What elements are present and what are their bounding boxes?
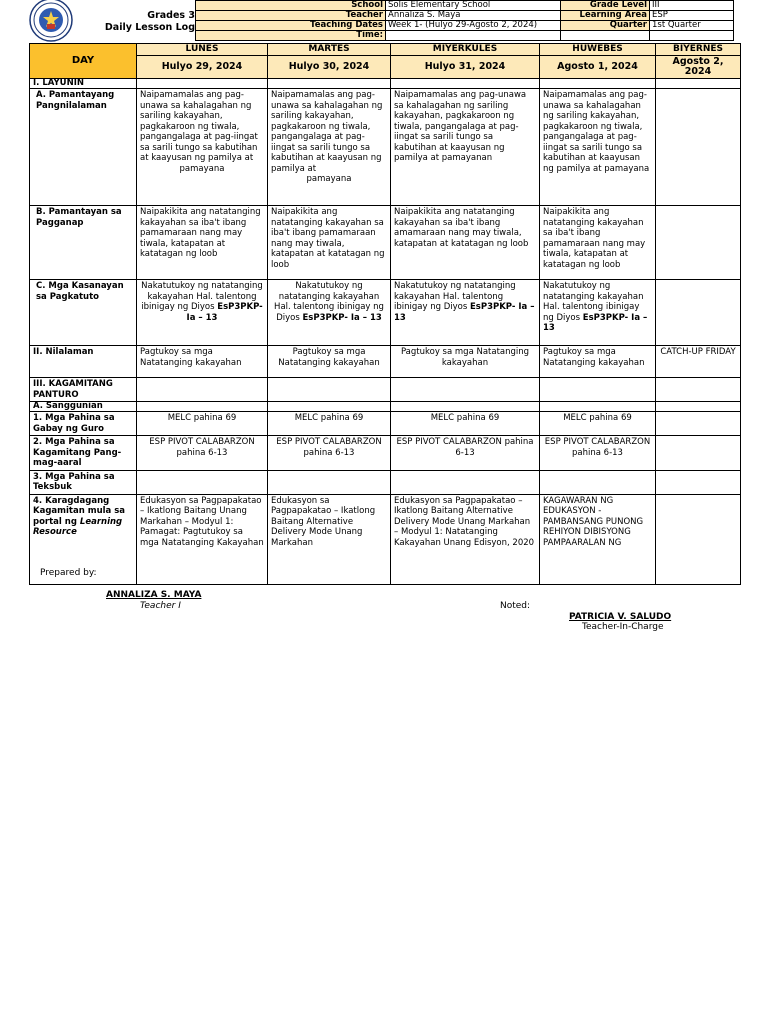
empty-cell	[540, 470, 656, 494]
cell-r4-monday: Edukasyon sa Pagpapakatao – Ikatlong Baitang Unang Markahan – Modyul 1: Pamagat: Pagtutukoy sa mga Natatanging Kakayahan	[137, 494, 268, 584]
noted-label: Noted:	[500, 601, 531, 611]
cell-r4-wednesday: Edukasyon sa Pagpapakatao – Ikatlong Baitang Alternative Delivery Mode Unang Markahan – Modyul 1: Natatanging Kakayahan Unang Edisyon, 2020	[391, 494, 540, 584]
cell-a-tuesday	[268, 89, 391, 206]
preparer-name: ANNALIZA S. MAYA	[106, 590, 202, 600]
time-value	[386, 31, 561, 41]
cell-b-friday	[656, 206, 741, 280]
competency-code: EsP3PKP- Ia – 13	[394, 302, 535, 323]
empty-cell	[656, 378, 741, 402]
day-date-friday: Agosto 2, 2024	[656, 56, 741, 79]
cell-r1-thursday: MELC pahina 69	[540, 412, 656, 436]
lesson-table-viewport[interactable]	[29, 43, 740, 548]
cell-c-thursday	[540, 280, 656, 346]
lesson-table	[29, 43, 741, 585]
day-date-monday: Hulyo 29, 2024	[137, 56, 268, 79]
cell-a-monday	[137, 89, 268, 206]
school-value: Solis Elementary School	[386, 1, 561, 11]
cell-nilalaman-monday: Pagtukoy sa mga Natatanging kakayahan	[137, 346, 268, 378]
competency-code: EsP3PKP- Ia – 13	[302, 312, 382, 323]
row-label-pamantayan-sa-pagganap: B. Pamantayan sa Pagganap	[30, 206, 137, 280]
preparer-role: Teacher I	[140, 601, 181, 611]
empty-cell	[656, 79, 741, 89]
time-label: Time:	[196, 31, 386, 41]
cell-text: Nakatutukoy ng natatanging kakayahan Hal. talentong ibinigay ng Diyos	[394, 281, 516, 312]
row-label-kagamitang-pang-mag-aaral: 2. Mga Pahina sa Kagamitang Pang-mag-aaral	[30, 436, 137, 471]
day-date-wednesday: Hulyo 31, 2024	[391, 56, 540, 79]
row-label-pamantayang-pangnilalaman: A. Pamantayang Pangnilalaman	[30, 89, 137, 206]
cell-r2-friday	[656, 436, 741, 471]
deped-seal-icon	[29, 0, 73, 42]
cell-text: Naipamamalas ang pag-unawa sa kahalagahan ng sariling kakayahan, pagkakaroon ng tiwala, pangangalaga at pag-iingat sa sarili tungo sa kabutihan at kaayusan ng pamilya at	[271, 90, 383, 174]
cell-a-wednesday: Naipamamalas ang pag-unawa sa kahalagahan ng sariling kakayahan, pagkakaroon ng tiwala, pangangalaga at pag-iingat sa sarili tungo sa kabutihan at kaayusan ng pamilya at pamayanan	[391, 89, 540, 206]
cell-r1-monday: MELC pahina 69	[137, 412, 268, 436]
cell-a-friday	[656, 89, 741, 206]
day-name-monday: LUNES	[137, 44, 268, 56]
cell-r1-wednesday: MELC pahina 69	[391, 412, 540, 436]
cell-c-wednesday	[391, 280, 540, 346]
cell-r4-thursday: KAGAWARAN NG EDUKASYON - PAMBANSANG PUNONG REHIYON DIBISYONG PAMPAARALAN NG	[540, 494, 656, 584]
empty-cell	[268, 402, 391, 412]
empty-cell	[391, 470, 540, 494]
cell-nilalaman-thursday: Pagtukoy sa mga Natatanging kakayahan	[540, 346, 656, 378]
empty-cell	[391, 402, 540, 412]
cell-r2-thursday: ESP PIVOT CALABARZON pahina 6-13	[540, 436, 656, 471]
day-header: DAY	[30, 44, 137, 79]
row-label-italic: Learning Resource	[33, 516, 123, 537]
document-title	[89, 10, 195, 34]
dates-label: Teaching Dates	[196, 21, 386, 31]
grade-value: III	[650, 1, 734, 11]
cell-b-wednesday: Naipakikita ang natatanging kakayahan sa iba't ibang amamaraan nang may tiwala, katapatan at katatagan ng loob	[391, 206, 540, 280]
empty-cell	[268, 470, 391, 494]
grade-label: Grade Level	[561, 1, 650, 11]
section-sanggunian: A. Sanggunian	[30, 402, 137, 412]
day-name-thursday: HUWEBES	[540, 44, 656, 56]
cell-r2-monday: ESP PIVOT CALABARZON pahina 6-13	[137, 436, 268, 471]
school-label: School	[196, 1, 386, 11]
noter-name: PATRICIA V. SALUDO	[569, 612, 672, 622]
day-name-wednesday: MIYERKULES	[391, 44, 540, 56]
cell-text-tail: pamayana	[306, 174, 352, 184]
empty-cell	[656, 470, 741, 494]
teacher-value: Annaliza S. Maya	[386, 11, 561, 21]
row-label-nilalaman: II. Nilalaman	[30, 346, 137, 378]
title-line-log: Daily Lesson Log	[104, 22, 195, 33]
competency-code: EsP3PKP- Ia – 13	[186, 302, 263, 323]
row-label-text: 4. Karagdagang Kagamitan mula sa portal ng	[33, 495, 126, 527]
cell-r4-friday	[656, 494, 741, 584]
empty-cell	[540, 402, 656, 412]
header-info-table	[195, 0, 734, 41]
cell-c-tuesday	[268, 280, 391, 346]
section-kagamitang-panturo: III. KAGAMITANG PANTURO	[30, 378, 137, 402]
row-label-kasanayan-sa-pagkatuto: C. Mga Kasanayan sa Pagkatuto	[30, 280, 137, 346]
cell-c-monday	[137, 280, 268, 346]
noter-role: Teacher-In-Charge	[582, 622, 664, 632]
day-date-tuesday: Hulyo 30, 2024	[268, 56, 391, 79]
empty-cell	[137, 378, 268, 402]
row-label-gabay-ng-guro: 1. Mga Pahina sa Gabay ng Guro	[30, 412, 137, 436]
competency-code: EsP3PKP- Ia – 13	[543, 312, 648, 333]
empty-cell	[268, 378, 391, 402]
quarter-label: Quarter	[561, 21, 650, 31]
cell-text: Naipamamalas ang pag-unawa sa kahalagahan ng sariling kakayahan, pagkakaroon ng tiwala, pangangalaga at pag-iingat sa sarili tungo sa kabutihan at kaayusan ng pamilya at	[140, 90, 258, 163]
row-label-teksbuk: 3. Mga Pahina sa Teksbuk	[30, 470, 137, 494]
cell-b-monday: Naipakikita ang natatanging kakayahan sa iba't ibang pamamaraan nang may tiwala, katapatan at katatagan ng loob	[137, 206, 268, 280]
area-value: ESP	[650, 11, 734, 21]
cell-nilalaman-friday: CATCH-UP FRIDAY	[656, 346, 741, 378]
day-name-friday: BIYERNES	[656, 44, 741, 56]
blank-value	[650, 31, 734, 41]
day-date-thursday: Agosto 1, 2024	[540, 56, 656, 79]
cell-r4-tuesday: Edukasyon sa Pagpapakatao – Ikatlong Baitang Alternative Delivery Mode Unang Markahan	[268, 494, 391, 584]
cell-r1-friday	[656, 412, 741, 436]
empty-cell	[391, 378, 540, 402]
quarter-value: 1st Quarter	[650, 21, 734, 31]
cell-text: Nakatutukoy ng natatanging kakayahan Hal. talentong ibinigay ng Diyos	[141, 281, 263, 312]
section-layunin: I. LAYUNIN	[30, 79, 137, 89]
cell-b-tuesday: Naipakikita ang natatanging kakayahan sa iba't ibang pamamaraan nang may tiwala, katapatan at katatagan ng loob	[268, 206, 391, 280]
day-name-tuesday: MARTES	[268, 44, 391, 56]
area-label: Learning Area	[561, 11, 650, 21]
teacher-label: Teacher	[196, 11, 386, 21]
cell-text: Nakatutukoy ng natatanging kakayahan Hal. talentong ibinigay ng Diyos	[543, 281, 644, 323]
blank-label	[561, 31, 650, 41]
empty-cell	[137, 402, 268, 412]
document-header	[29, 0, 739, 43]
cell-a-thursday: Naipamamalas ang pag-unawa sa kahalagahan ng sariling kakayahan, pagkakaroon ng tiwala, pangangalaga at pag-iingat sa sarili tungo sa kabutihan at kaayusan ng pamilya at pamayana	[540, 89, 656, 206]
cell-b-thursday: Naipakikita ang natatanging kakayahan sa iba't ibang pamamaraan nang may tiwala, katapatan at katatagan ng loob	[540, 206, 656, 280]
empty-cell	[540, 79, 656, 89]
cell-c-friday	[656, 280, 741, 346]
cell-nilalaman-tuesday: Pagtukoy sa mga Natatanging kakayahan	[268, 346, 391, 378]
cell-nilalaman-wednesday: Pagtukoy sa mga Natatanging kakayahan	[391, 346, 540, 378]
empty-cell	[137, 79, 268, 89]
empty-cell	[540, 378, 656, 402]
prepared-by-label: Prepared by:	[40, 568, 97, 578]
title-line-grade: Grades 3	[147, 10, 195, 21]
cell-text: Nakatutukoy ng natatanging kakayahan Hal. talentong ibinigay ng Diyos	[274, 281, 384, 323]
cell-r2-tuesday: ESP PIVOT CALABARZON pahina 6-13	[268, 436, 391, 471]
dates-value: Week 1- (Hulyo 29-Agosto 2, 2024)	[386, 21, 561, 31]
cell-r2-wednesday: ESP PIVOT CALABARZON pahina 6-13	[391, 436, 540, 471]
cell-text-tail: pamayana	[179, 163, 225, 174]
empty-cell	[268, 79, 391, 89]
cell-r1-tuesday: MELC pahina 69	[268, 412, 391, 436]
empty-cell	[391, 79, 540, 89]
empty-cell	[137, 470, 268, 494]
empty-cell	[656, 402, 741, 412]
